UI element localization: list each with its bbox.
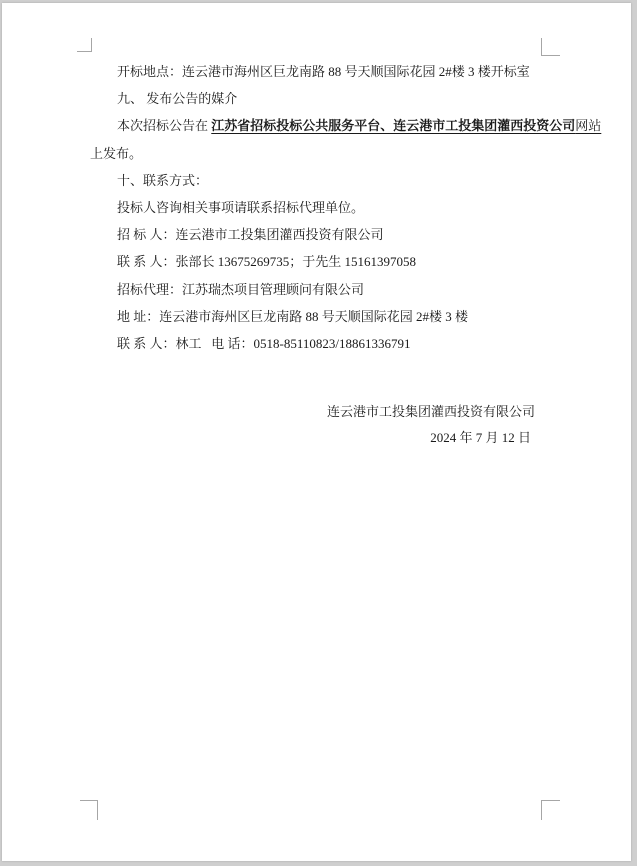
section-ten-heading: 十、联系方式： bbox=[117, 172, 209, 188]
announcement-website-word: 网站 bbox=[575, 118, 602, 134]
crop-mark-bottom-right bbox=[541, 800, 560, 820]
tenderer-contact-line: 联 系 人：张部长 13675269735；于先生 15161397058 bbox=[117, 254, 417, 270]
agency-line: 招标代理：江苏瑞杰项目管理顾问有限公司 bbox=[117, 281, 365, 297]
document-body bbox=[90, 58, 602, 357]
signature-date: 2024 年 7 月 12 日 bbox=[430, 430, 531, 445]
crop-mark-top-right bbox=[541, 38, 560, 56]
agency-address-line: 地 址：连云港市海州区巨龙南路 88 号天顺国际花园 2#楼 3 楼 bbox=[117, 308, 469, 324]
bid-opening-location-line: 开标地点：连云港市海州区巨龙南路 88 号天顺国际花园 2#楼 3 楼开标室 bbox=[117, 64, 530, 79]
document-page bbox=[2, 3, 631, 861]
signature-company: 连云港市工投集团灌西投资有限公司 bbox=[326, 404, 535, 419]
crop-mark-top-left bbox=[77, 38, 92, 52]
crop-mark-bottom-left bbox=[80, 800, 98, 820]
announcement-media-line bbox=[90, 112, 602, 139]
section-nine-heading: 九、 发布公告的媒介 bbox=[117, 91, 238, 107]
announcement-continuation-line: 上发布。 bbox=[90, 145, 143, 161]
signature-block bbox=[327, 399, 535, 451]
announcement-prefix: 本次招标公告在 bbox=[117, 118, 212, 134]
contact-intro-line: 投标人咨询相关事项请联系招标代理单位。 bbox=[117, 199, 365, 215]
tenderer-line: 招 标 人：连云港市工投集团灌西投资有限公司 bbox=[117, 227, 384, 243]
agency-contact-line: 联 系 人：林工 电 话：0518-85110823/18861336791 bbox=[117, 335, 411, 351]
announcement-media-names: 江苏省招标投标公共服务平台、连云港市工投集团灌西投资公司 bbox=[211, 118, 576, 134]
